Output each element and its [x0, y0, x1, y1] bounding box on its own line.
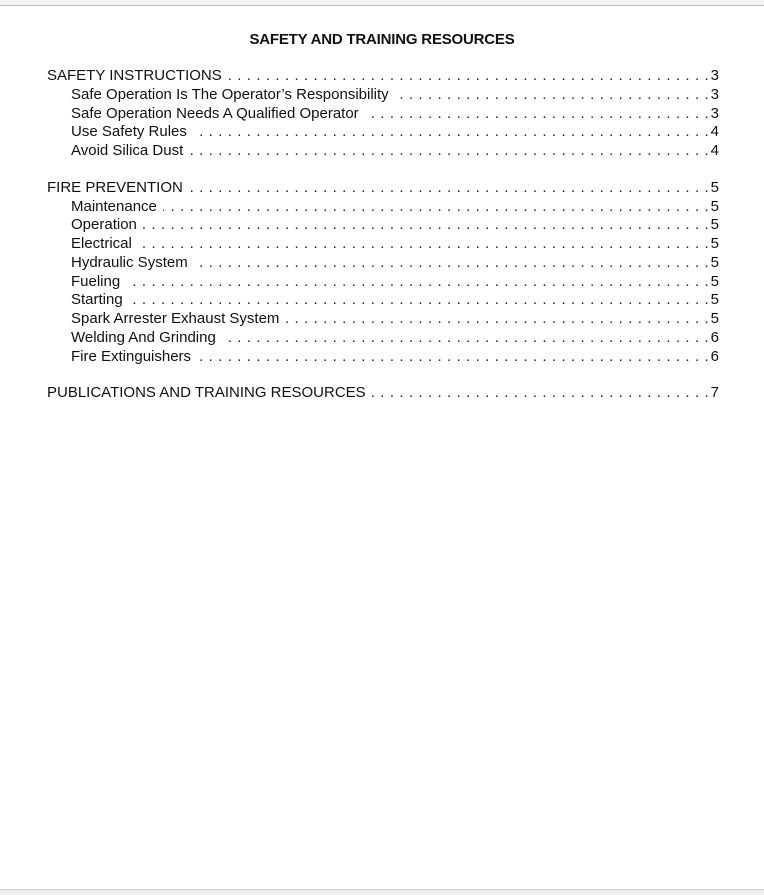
dot-leader: [163, 198, 709, 217]
toc-subentry-page: 6: [710, 328, 719, 346]
toc-subentry[interactable]: [47, 329, 719, 348]
dot-leader: [189, 142, 708, 161]
toc-subentry-label: Starting: [71, 291, 123, 309]
toc-entry[interactable]: [47, 384, 719, 403]
toc-subentry-page: 5: [710, 253, 719, 271]
dot-leader: [129, 291, 709, 310]
dot-leader: [372, 384, 709, 403]
toc-subentry-label: Hydraulic System: [71, 253, 188, 271]
toc-subentry-label: Electrical: [71, 235, 132, 252]
dot-leader: [126, 273, 708, 292]
toc-subentry-label: Fire Extinguishers: [71, 347, 192, 365]
bottom-border: [0, 889, 764, 895]
page-title: SAFETY AND TRAINING RESOURCES: [249, 31, 515, 48]
toc-subentry[interactable]: [47, 254, 719, 273]
toc-subentry[interactable]: [47, 105, 719, 124]
toc-subentry-label: Operation: [71, 216, 137, 234]
top-border: [0, 0, 764, 6]
dot-leader: [222, 329, 709, 348]
dot-leader: [193, 123, 709, 142]
toc-subentry[interactable]: [47, 291, 719, 310]
toc-subentry-label: Welding And Grinding: [71, 328, 216, 346]
toc-subentry-page: 5: [710, 272, 719, 290]
toc-subentry[interactable]: [47, 235, 719, 254]
dot-leader: [395, 86, 709, 105]
toc-subentry-label: Spark Arrester Exhaust System: [71, 310, 280, 327]
toc-subentry[interactable]: [47, 216, 719, 235]
toc-subentry[interactable]: [47, 123, 719, 142]
dot-leader: [285, 310, 708, 329]
dot-leader: [197, 348, 709, 367]
toc-subentry-label: Avoid Silica Dust: [71, 142, 184, 159]
dot-leader: [365, 105, 709, 124]
toc-subentry[interactable]: [47, 142, 719, 161]
toc-subentry-page: 5: [710, 197, 719, 215]
toc-entry[interactable]: [47, 179, 719, 198]
toc-entry[interactable]: [47, 67, 719, 86]
toc-entry-label: SAFETY INSTRUCTIONS: [47, 67, 222, 84]
toc-subentry[interactable]: [47, 348, 719, 367]
table-of-contents: [47, 67, 719, 421]
dot-leader: [138, 235, 709, 254]
toc-subentry-label: Use Safety Rules: [71, 123, 187, 141]
toc-subentry-page: 5: [710, 310, 719, 327]
toc-subentry[interactable]: [47, 198, 719, 217]
dot-leader: [143, 216, 709, 235]
toc-subentry-page: 5: [710, 291, 719, 309]
toc-subentry[interactable]: [47, 310, 719, 329]
toc-subentry-label: Safe Operation Needs A Qualified Operator: [71, 104, 359, 122]
toc-entry-page: 7: [710, 384, 719, 402]
dot-leader: [194, 254, 709, 273]
toc-subentry[interactable]: [47, 86, 719, 105]
toc-section-fire-prevention: [47, 179, 719, 367]
toc-subentry-page: 5: [710, 216, 719, 234]
toc-subentry-page: 3: [710, 104, 719, 122]
toc-section-safety-instructions: [47, 67, 719, 161]
toc-entry-label: PUBLICATIONS AND TRAINING RESOURCES: [47, 384, 366, 402]
toc-entry-label: FIRE PREVENTION: [47, 178, 183, 196]
toc-subentry-page: 4: [710, 142, 719, 159]
toc-subentry-page: 5: [710, 235, 719, 252]
toc-section-publications: [47, 384, 719, 403]
toc-subentry[interactable]: [47, 273, 719, 292]
toc-subentry-page: 6: [710, 347, 719, 365]
toc-subentry-page: 4: [710, 123, 719, 141]
toc-entry-page: 5: [710, 178, 719, 196]
dot-leader: [189, 179, 709, 198]
toc-subentry-page: 3: [710, 85, 719, 103]
toc-subentry-label: Fueling: [71, 272, 121, 290]
toc-subentry-label: Safe Operation Is The Operator’s Responsibility: [71, 85, 389, 103]
toc-subentry-label: Maintenance: [71, 197, 157, 215]
dot-leader: [228, 67, 709, 86]
toc-entry-page: 3: [710, 67, 719, 84]
